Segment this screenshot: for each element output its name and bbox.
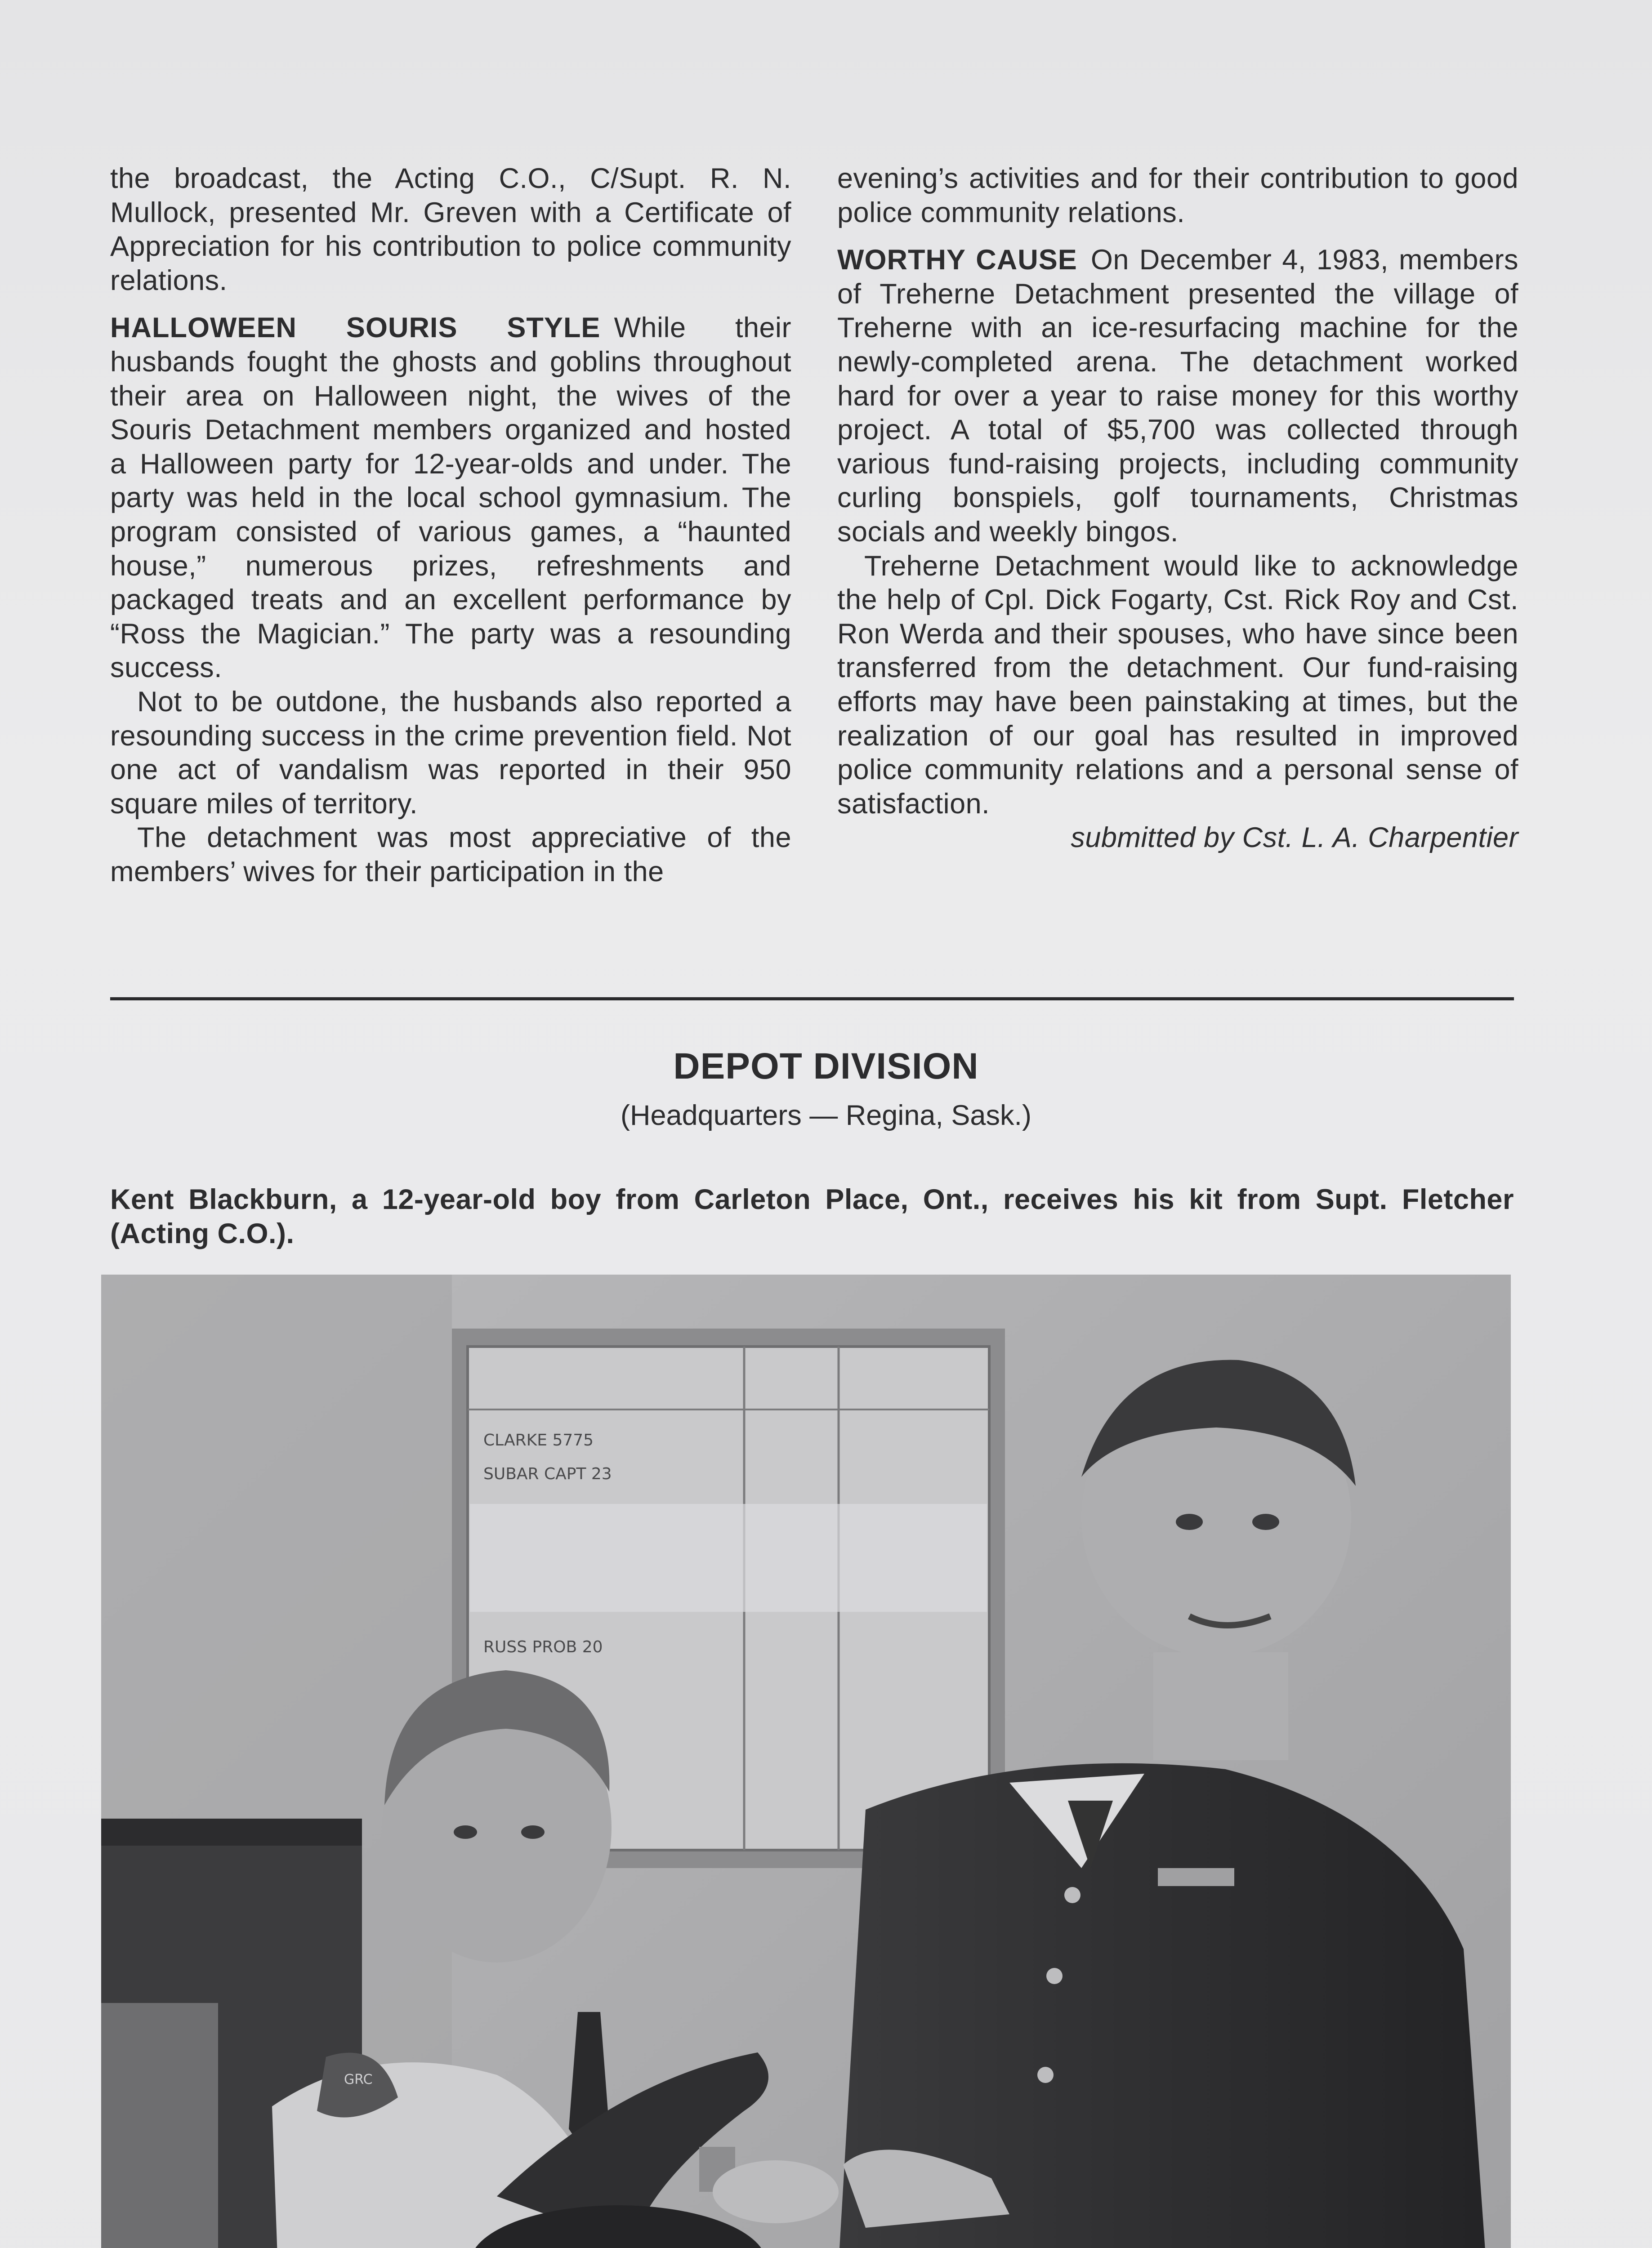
board-line-3: RUSS PROB 20: [483, 1638, 603, 1656]
paragraph-treherne: Treherne Detachment would like to acknowledge the help of Cpl. Dick Fogarty, Cst. Rick Roy and Cst. Ron Werda and their spouses, who have since been transferred from the detachment. Our fund-raising efforts may have been painstaking at times, but the realization of our goal has resulted in improved police community relations and a personal sense of satisfaction.: [837, 550, 1518, 820]
paragraph-halloween: [110, 311, 791, 685]
signature-line: submitted by Cst. L. A. Charpentier: [1071, 822, 1518, 854]
worthy-cause-text: On December 4, 1983, members of Treherne Detachment presented the village of Treherne with an ice-resurfacing machine for the newly-completed arena. The detachment worked hard for over a year to raise money for this worthy project. A total of $5,700 was collected through various fund-raising projects, including community curling bonspiels, golf tournaments, Christmas socials and weekly bingos.: [837, 244, 1518, 548]
paragraph-husbands: Not to be outdone, the husbands also reported a resounding success in the crime prevention field. Not one act of vandalism was reported in their 950 square miles of territory.: [110, 686, 791, 820]
paragraph-detachment: The detachment was most appreciative of the members’ wives for their participation in the: [110, 822, 791, 888]
section-divider: [110, 997, 1514, 1000]
worthy-cause-heading: WORTHY CAUSE: [837, 244, 1077, 276]
paragraph-worthy-cause: [837, 243, 1518, 549]
foreground-figure: [101, 2003, 218, 2248]
ceremony-photo: [101, 1275, 1511, 2248]
division-subtitle: (Headquarters — Regina, Sask.): [621, 1100, 1031, 1131]
paragraph-broadcast: the broadcast, the Acting C.O., C/Supt. R. N. Mullock, presented Mr. Greven with a Certificate of Appreciation for his contribution to police community relations.: [110, 163, 791, 296]
right-column: [837, 162, 1518, 855]
halloween-text: While their husbands fought the ghosts and goblins throughout their area on Halloween night, the wives of the Souris Detachment members organized and hosted a Halloween party for 12-year-olds and under. The party was held in the local school gymnasium. The program consisted of various games, a “haunted house,” numerous prizes, refreshments and packaged treats and an excellent performance by “Ross the Magician.” The party was a resounding success.: [110, 312, 791, 684]
division-title: DEPOT DIVISION: [673, 1046, 979, 1087]
patch-label: GRC: [344, 2072, 373, 2087]
board-line-1: CLARKE 5775: [483, 1431, 594, 1450]
ceremony-photo-illustration: [101, 1275, 1511, 2248]
board-line-2: SUBAR CAPT 23: [483, 1465, 612, 1483]
paragraph-evening: evening’s activities and for their contribution to good police community relations.: [837, 163, 1518, 228]
left-column: [110, 162, 791, 889]
photo-caption: Kent Blackburn, a 12-year-old boy from Carleton Place, Ont., receives his kit from Supt. Fletcher (Acting C.O.).: [110, 1184, 1514, 1249]
halloween-heading: HALLOWEEN SOURIS STYLE: [110, 312, 601, 344]
